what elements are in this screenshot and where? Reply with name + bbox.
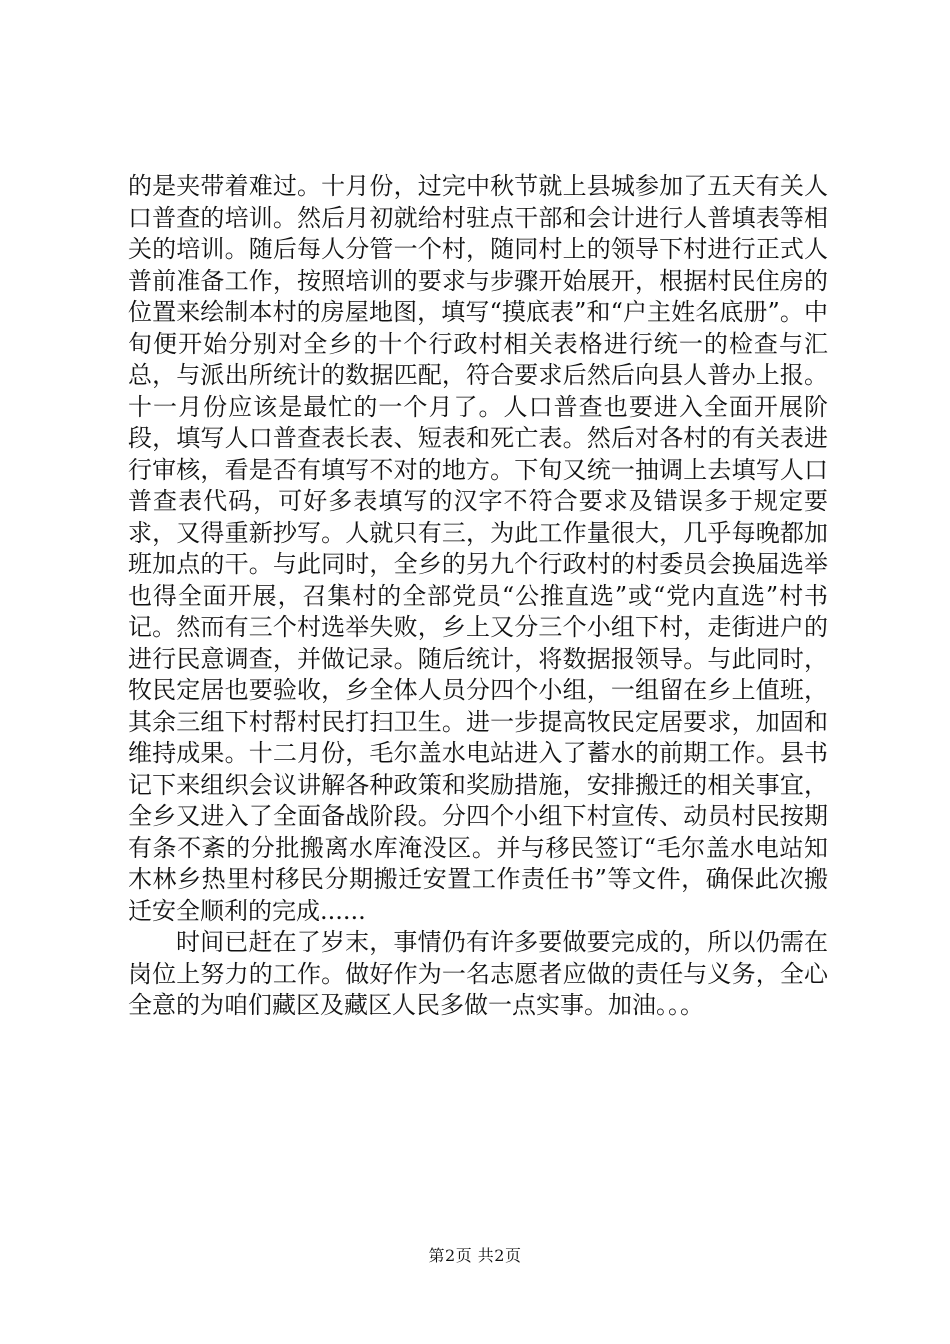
document-body <box>128 171 828 1022</box>
body-paragraph-1: 的是夹带着难过。十月份，过完中秋节就上县城参加了五天有关人口普查的培训。然后月初就给村驻点干部和会计进行人普填表等相关的培训。随后每人分管一个村，随同村上的领导下村进行正式人普前准备工作，按照培训的要求与步骤开始展开，根据村民住房的位置来绘制本村的房屋地图，填写“摸底表”和“户主姓名底册”。中旬便开始分别对全乡的十个行政村相关表格进行统一的检查与汇总，与派出所统计的数据匹配，符合要求后然后向县人普办上报。十一月份应该是最忙的一个月了。人口普查也要进入全面开展阶段，填写人口普查表长表、短表和死亡表。然后对各村的有关表进行审核，看是否有填写不对的地方。下旬又统一抽调上去填写人口普查表代码，可好多表填写的汉字不符合要求及错误多于规定要求，又得重新抄写。人就只有三，为此工作量很大，几乎每晚都加班加点的干。与此同时，全乡的另九个行政村的村委员会换届选举也得全面开展，召集村的全部党员“公推直选”或“党内直选”村书记。然而有三个村选举失败，乡上又分三个小组下村，走街进户的进行民意调查，并做记录。随后统计，将数据报领导。与此同时，牧民定居也要验收，乡全体人员分四个小组，一组留在乡上值班，其余三组下村帮村民打扫卫生。进一步提高牧民定居要求，加固和维持成果。十二月份，毛尔盖水电站进入了蓄水的前期工作。县书记下来组织会议讲解各种政策和奖励措施，安排搬迁的相关事宜，全乡又进入了全面备战阶段。分四个小组下村宣传、动员村民按期有条不紊的分批搬离水库淹没区。并与移民签订“毛尔盖水电站知木林乡热里村移民分期搬迁安置工作责任书”等文件，确保此次搬迁安全顺利的完成...... <box>128 172 828 925</box>
body-paragraph-2: 时间已赶在了岁末，事情仍有许多要做要完成的，所以仍需在岗位上努力的工作。做好作为一名志愿者应做的责任与义务，全心全意的为咱们藏区及藏区人民多做一点实事。加油。。。 <box>128 928 828 1019</box>
page-footer: 第2页 共2页 <box>428 1246 522 1265</box>
